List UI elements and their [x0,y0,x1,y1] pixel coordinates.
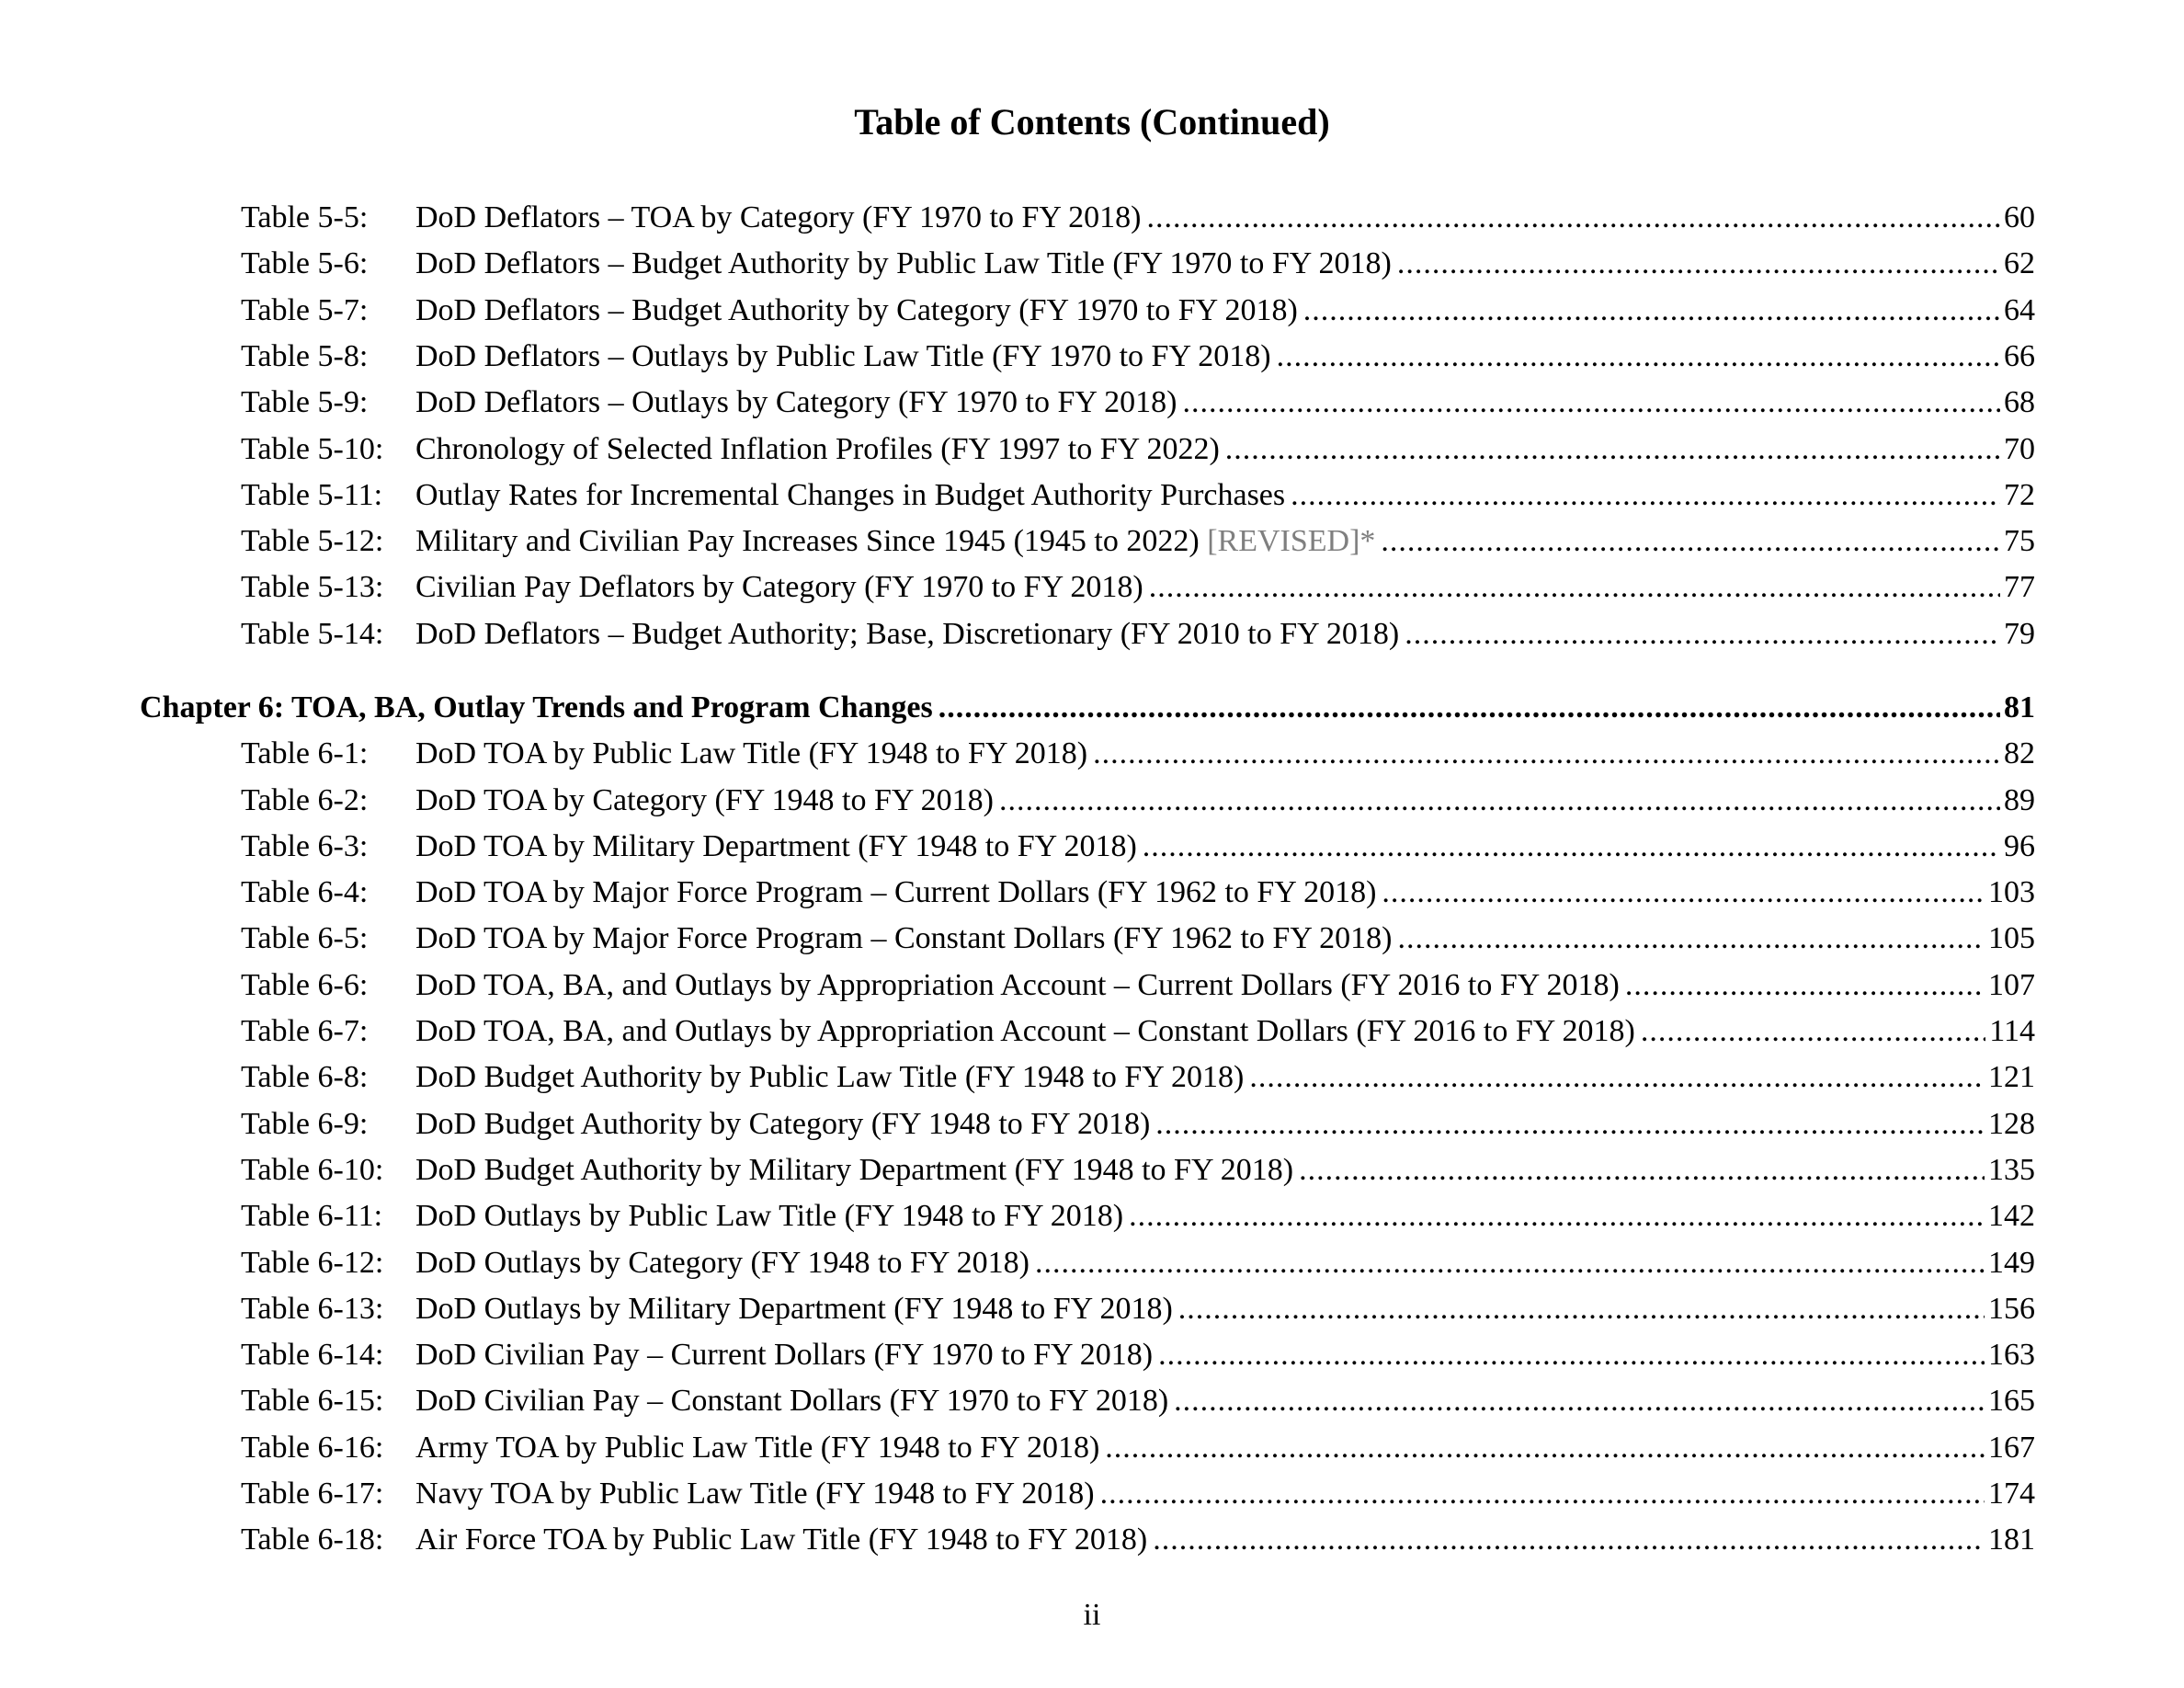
toc-entry[interactable] [241,964,2035,1007]
toc-title-text: DoD Budget Authority by Public Law Title (FY 1948 to FY 2018) [415,1060,1245,1094]
toc-entry-title [415,428,1220,471]
toc-page-number: 75 [2004,524,2035,558]
toc-entry[interactable] [241,1380,2035,1422]
toc-title-text: DoD Outlays by Public Law Title (FY 1948 to FY 2018) [415,1199,1124,1233]
toc-entry[interactable] [241,1056,2035,1099]
toc-entry-title [415,872,1376,914]
toc-entry-title [415,1519,1147,1561]
toc-page-number: 121 [1988,1060,2035,1094]
toc-entry[interactable] [241,613,2035,656]
toc-entry-label: Table 5-7: [241,293,369,327]
toc-page-number: 81 [2004,690,2035,724]
toc-title-text: DoD Deflators – Budget Authority by Public Law Title (FY 1970 to FY 2018) [415,246,1392,280]
revised-note: [REVISED]* [1207,524,1376,558]
toc-page-number: 181 [1988,1523,2035,1557]
dot-leader [1174,1380,1985,1422]
toc-page-number: 103 [1988,875,2035,909]
toc-entry[interactable] [241,1010,2035,1053]
dot-leader [1149,566,2000,609]
toc-entry[interactable] [241,382,2035,424]
toc-entry-title [415,382,1177,424]
toc-entry[interactable] [241,566,2035,609]
toc-title-text: DoD Deflators – Outlays by Category (FY 1970 to FY 2018) [415,385,1177,419]
toc-page-number: 66 [2004,339,2035,373]
toc-entry-title [415,197,1142,239]
dot-leader [1299,1149,1985,1192]
toc-entry-label: Table 6-10: [241,1153,384,1187]
dot-leader [1105,1427,1985,1469]
toc-page-number: 156 [1988,1292,2035,1326]
dot-leader [1291,474,2000,517]
toc-page-number: 174 [1988,1477,2035,1511]
toc-page-number: 70 [2004,432,2035,466]
toc-entry-label: Table 6-8: [241,1060,369,1094]
dot-leader [1381,520,2000,563]
toc-title-text: DoD TOA, BA, and Outlays by Appropriation Account – Constant Dollars (FY 2016 to FY 2018) [415,1014,1635,1048]
toc-page-number: 128 [1988,1107,2035,1141]
page-number: ii [1083,1598,1101,1632]
toc-title-text: DoD TOA by Major Force Program – Current Dollars (FY 1962 to FY 2018) [415,875,1377,909]
toc-entry[interactable] [241,290,2035,332]
toc-entry-label: Table 5-12: [241,524,384,558]
toc-entry[interactable] [241,243,2035,285]
toc-entry-title [415,1288,1173,1330]
dot-leader [1641,1010,1985,1053]
toc-entry[interactable] [241,474,2035,517]
toc-entry[interactable] [241,780,2035,822]
toc-page-number: 167 [1988,1431,2035,1465]
toc-page-number: 72 [2004,478,2035,512]
toc-title-text: Military and Civilian Pay Increases Since 1945 (1945 to 2022) [415,524,1200,558]
dot-leader [1100,1473,1985,1515]
toc-entry-title [415,290,1298,332]
toc-entry-title [415,1427,1099,1469]
toc-title-text: DoD TOA by Public Law Title (FY 1948 to FY 2018) [415,736,1088,770]
toc-entry-title [415,1149,1293,1192]
toc-entry[interactable] [241,1195,2035,1237]
dot-leader [1625,964,1985,1007]
toc-entry[interactable] [241,733,2035,775]
toc-entry-label: Table 6-12: [241,1246,384,1280]
toc-entry-title [415,1242,1029,1284]
toc-title-text: DoD Outlays by Military Department (FY 1948 to FY 2018) [415,1292,1173,1326]
toc-title-text: DoD Deflators – Budget Authority; Base, Discretionary (FY 2010 to FY 2018) [415,617,1400,651]
toc-entry-label: Table 6-7: [241,1014,369,1048]
toc-entry[interactable] [241,1519,2035,1561]
toc-entry-label: Table 5-14: [241,617,384,651]
toc-page-number: 68 [2004,385,2035,419]
dot-leader [1382,872,1985,914]
toc-title-text: DoD TOA by Military Department (FY 1948 to FY 2018) [415,829,1137,863]
toc-title-text: Chronology of Selected Inflation Profiles (FY 1997 to FY 2022) [415,432,1220,466]
dot-leader [1155,1103,1985,1146]
toc-entry-label: Table 6-1: [241,736,369,770]
toc-entry-title [415,566,1143,609]
toc-entry-label: Table 6-14: [241,1338,384,1372]
toc-page-number: 64 [2004,293,2035,327]
toc-entry-title [415,613,1399,656]
toc-title-text: DoD TOA by Major Force Program – Constant Dollars (FY 1962 to FY 2018) [415,921,1393,955]
toc-title-text: DoD Deflators – Outlays by Public Law Title (FY 1970 to FY 2018) [415,339,1271,373]
toc-title-text: DoD Budget Authority by Military Department (FY 1948 to FY 2018) [415,1153,1294,1187]
dot-leader [1158,1334,1985,1376]
dot-leader [1035,1242,1985,1284]
toc-title-text: DoD Outlays by Category (FY 1948 to FY 2018) [415,1246,1029,1280]
toc-entry-label: Table 6-4: [241,875,369,909]
toc-entry[interactable] [241,520,2035,563]
toc-page-number: 142 [1988,1199,2035,1233]
toc-entry-label: Table 5-13: [241,570,384,604]
toc-title-text: Army TOA by Public Law Title (FY 1948 to FY 2018) [415,1431,1100,1465]
dot-leader [1129,1195,1985,1237]
page-title: Table of Contents (Continued) [854,101,1330,143]
toc-title-text: Air Force TOA by Public Law Title (FY 1948 to FY 2018) [415,1523,1148,1557]
toc-entry-label: Table 5-10: [241,432,384,466]
toc-entry-title [415,1195,1123,1237]
toc-entry[interactable] [241,336,2035,378]
dot-leader [1397,243,2000,285]
toc-entry-title [415,918,1392,960]
toc-entry[interactable] [241,428,2035,471]
toc-entry-label: Table 6-2: [241,783,369,817]
toc-title-text: DoD Civilian Pay – Constant Dollars (FY 1970 to FY 2018) [415,1384,1169,1418]
toc-page-number: 77 [2004,570,2035,604]
dot-leader [1153,1519,1985,1561]
toc-page-number: 135 [1988,1153,2035,1187]
toc-page-number: 114 [1989,1014,2035,1048]
toc-title-text: Navy TOA by Public Law Title (FY 1948 to FY 2018) [415,1477,1095,1511]
toc-entry-label: Table 6-3: [241,829,369,863]
toc-entry[interactable] [241,197,2035,239]
toc-entry-title [415,1103,1150,1146]
toc-title-text: DoD Deflators – TOA by Category (FY 1970 to FY 2018) [415,200,1142,234]
toc-entry[interactable] [241,1473,2035,1515]
toc-entry[interactable] [241,1242,2035,1284]
toc-page-number: 149 [1988,1246,2035,1280]
toc-entry-title [415,733,1087,775]
toc-page-number: 89 [2004,783,2035,817]
toc-entry-label: Table 6-5: [241,921,369,955]
dot-leader [1249,1056,1985,1099]
toc-entry-title [415,780,994,822]
toc-page-number: 163 [1988,1338,2035,1372]
toc-entry-label: Table 6-13: [241,1292,384,1326]
toc-chapter-title [140,687,933,729]
toc-page-number: 60 [2004,200,2035,234]
dot-leader [999,780,2000,822]
toc-entry-title [415,1010,1635,1053]
dot-leader [1277,336,2000,378]
toc-entry-title [415,474,1285,517]
toc-chapter-heading[interactable] [140,687,2035,729]
toc-entry[interactable] [241,872,2035,914]
toc-page-number: 82 [2004,736,2035,770]
toc-entry-title [415,336,1271,378]
toc-entry-label: Table 5-11: [241,478,383,512]
dot-leader [1397,918,1985,960]
toc-entry-label: Table 6-15: [241,1384,384,1418]
toc-entry-label: Table 6-6: [241,968,369,1002]
toc-entry[interactable] [241,1149,2035,1192]
toc-title-text: Outlay Rates for Incremental Changes in Budget Authority Purchases [415,478,1286,512]
toc-entry[interactable] [241,1334,2035,1376]
toc-entry-label: Table 6-16: [241,1431,384,1465]
toc-entry[interactable] [241,826,2035,868]
toc-entry-title [415,1056,1244,1099]
toc-entry[interactable] [241,1288,2035,1330]
toc-page-number: 105 [1988,921,2035,955]
dot-leader [1405,613,2000,656]
toc-entry[interactable] [241,918,2035,960]
toc-page-number: 79 [2004,617,2035,651]
toc-entry-title [415,1334,1153,1376]
toc-entry-label: Table 5-5: [241,200,369,234]
dot-leader [1303,290,2000,332]
toc-entry-label: Table 6-9: [241,1107,369,1141]
toc-page-number: 62 [2004,246,2035,280]
dot-leader [1225,428,2000,471]
toc-entry[interactable] [241,1103,2035,1146]
dot-leader [938,687,2000,729]
toc-title-text: Chapter 6: TOA, BA, Outlay Trends and Program Changes [140,690,933,724]
toc-title-text: DoD Deflators – Budget Authority by Category (FY 1970 to FY 2018) [415,293,1298,327]
toc-entry[interactable] [241,1427,2035,1469]
toc-title-text: DoD TOA, BA, and Outlays by Appropriation Account – Current Dollars (FY 2016 to FY 2018) [415,968,1620,1002]
toc-entry-title [415,964,1620,1007]
dot-leader [1178,1288,1985,1330]
toc-title-text: DoD Civilian Pay – Current Dollars (FY 1970 to FY 2018) [415,1338,1154,1372]
toc-entry-label: Table 5-9: [241,385,369,419]
toc-title-text: Civilian Pay Deflators by Category (FY 1970 to FY 2018) [415,570,1143,604]
toc-page-number: 107 [1988,968,2035,1002]
toc-title-text: DoD Budget Authority by Category (FY 1948 to FY 2018) [415,1107,1151,1141]
dot-leader [1143,826,2000,868]
toc-page-number: 96 [2004,829,2035,863]
toc-entry-label: Table 5-6: [241,246,369,280]
toc-entry-label: Table 6-11: [241,1199,383,1233]
toc-title-text: DoD TOA by Category (FY 1948 to FY 2018) [415,783,994,817]
toc-entry-title [415,1380,1168,1422]
dot-leader [1093,733,2000,775]
dot-leader [1147,197,2000,239]
toc-page-number: 165 [1988,1384,2035,1418]
toc-entry-title [415,826,1137,868]
dot-leader [1183,382,2000,424]
toc-entry-label: Table 5-8: [241,339,369,373]
toc-entry-title [415,243,1392,285]
toc-entry-label: Table 6-18: [241,1523,384,1557]
toc-entry-label: Table 6-17: [241,1477,384,1511]
toc-entry-title [415,520,1375,563]
toc-entry-title [415,1473,1095,1515]
